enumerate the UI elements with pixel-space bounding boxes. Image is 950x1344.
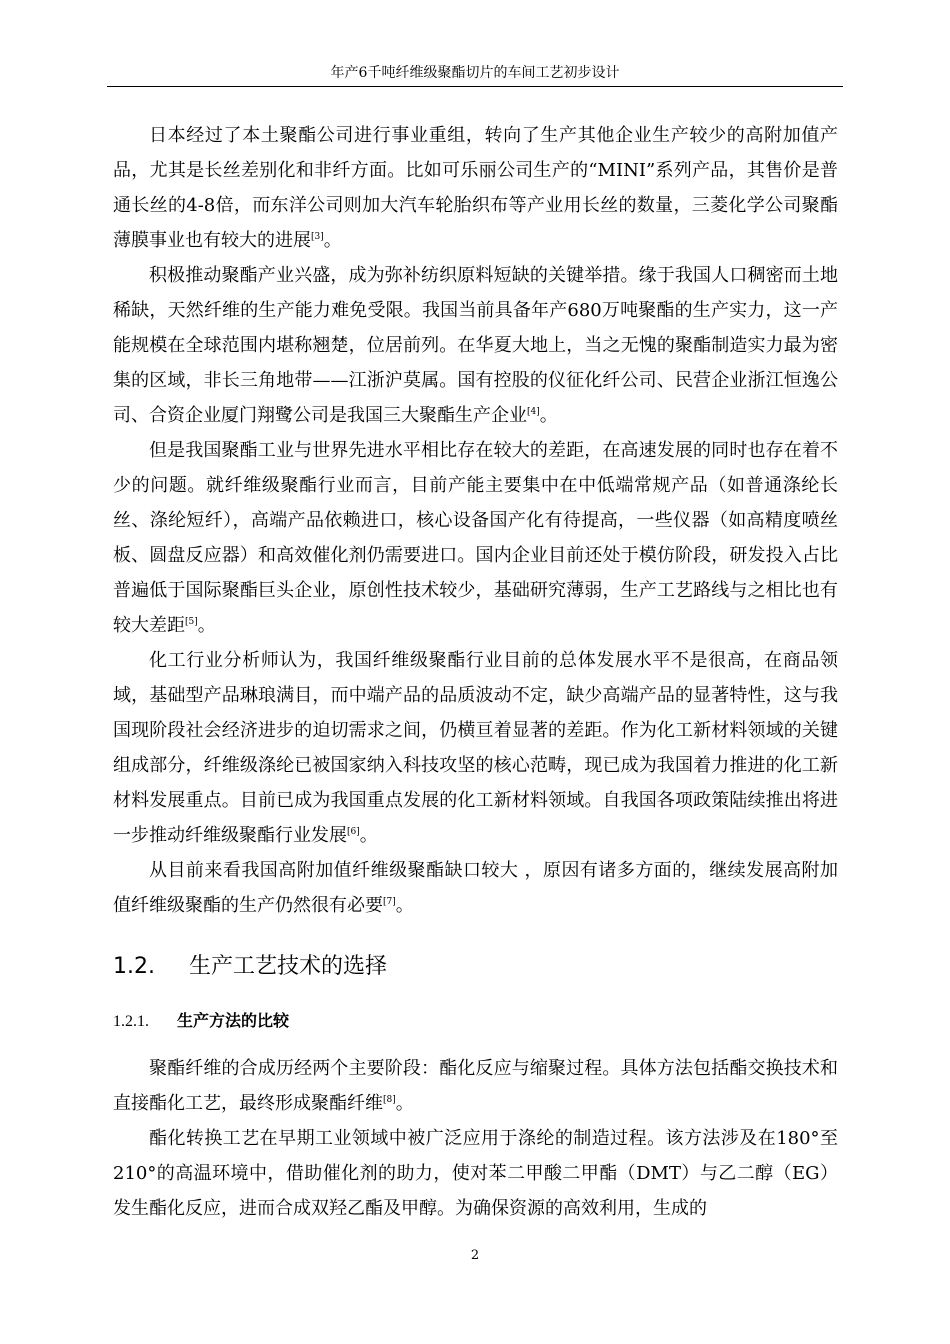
paragraph-text: 但是我国聚酯工业与世界先进水平相比存在较大的差距，在高速发展的同时也存在着不少的问题。就纤维级聚酯行业而言，目前产能主要集中在中低端常规产品（如普通涤纶长丝、涤纶短纤），高端产品依赖进口，核心设备国产化有待提高，一些仪器（如高精度喷丝板、圆盘反应器）和高效催化剂仍需要进口。国内企业目前还处于模仿阶段，研发投入占比普遍低于国际聚酯巨头企业，原创性技术较少，基础研究薄弱，生产工艺路线与之相比也有较大差距 [113,440,838,636]
paragraph [113,643,838,853]
citation-ref: [5] [185,617,198,627]
paragraph-text: 从目前来看我国高附加值纤维级聚酯缺口较大 ，原因有诸多方面的，继续发展高附加值纤维级聚酯的生产仍然很有必要 [113,860,838,916]
paragraph [113,1121,838,1226]
running-header: 年产6千吨纤维级聚酯切片的车间工艺初步设计 [330,65,620,81]
paragraph-text: 聚酯纤维的合成历经两个主要阶段：酯化反应与缩聚过程。具体方法包括酯交换技术和直接酯化工艺，最终形成聚酯纤维 [113,1058,838,1114]
section-number: 1.2. [113,954,155,979]
paragraph [113,853,838,923]
header-rule [107,86,843,87]
section-heading [113,948,838,986]
paragraph-end: 。 [395,1093,414,1114]
paragraph [113,433,838,643]
paragraph-text: 积极推动聚酯产业兴盛，成为弥补纺织原料短缺的关键举措。缘于我国人口稠密而土地稀缺，天然纤维的生产能力难免受限。我国当前具备年产680万吨聚酯的生产实力，这一产能规模在全球范围内堪称翘楚，位居前列。在华夏大地上，当之无愧的聚酯制造实力最为密集的区域，非长三角地带——江浙沪莫属。国有控股的仪征化纤公司、民营企业浙江恒逸公司、合资企业厦门翔鹭公司是我国三大聚酯生产企业 [113,265,838,426]
subsection-number: 1.2.1. [113,1013,149,1030]
paragraph-text: 化工行业分析师认为，我国纤维级聚酯行业目前的总体发展水平不是很高，在商品领域，基础型产品琳琅满目，而中端产品的品质波动不定，缺少高端产品的显著特性，这与我国现阶段社会经济进步的迫切需求之间，仍横亘着显著的差距。作为化工新材料领域的关键组成部分，纤维级涤纶已被国家纳入科技攻坚的核心范畴，现已成为我国着力推进的化工新材料发展重点。目前已成为我国重点发展的化工新材料领域。自我国各项政策陆续推出将进一步推动纤维级聚酯行业发展 [113,650,838,846]
citation-ref: [3] [311,232,324,242]
subsection-heading [113,1006,838,1037]
paragraph-end: 。 [395,895,414,916]
citation-ref: [8] [383,1095,396,1105]
page-number: 2 [470,1248,480,1263]
citation-ref: [4] [527,407,540,417]
section-title: 生产工艺技术的选择 [189,954,388,979]
paragraph [113,118,838,258]
subsection-title: 生产方法的比较 [177,1011,290,1030]
body-text [113,118,838,1226]
citation-ref: [6] [347,827,360,837]
paragraph [113,1051,838,1121]
paragraph-text: 酯化转换工艺在早期工业领域中被广泛应用于涤纶的制造过程。该方法涉及在180°至210°的高温环境中，借助催化剂的助力，使对苯二甲酸二甲酯（DMT）与乙二醇（EG）发生酯化反应，进而合成双羟乙酯及甲醇。为确保资源的高效利用，生成的 [113,1128,838,1219]
paragraph-end: 。 [197,615,216,636]
paragraph-end: 。 [323,230,342,251]
paragraph-text: 日本经过了本土聚酯公司进行事业重组，转向了生产其他企业生产较少的高附加值产品，尤其是长丝差别化和非纤方面。比如可乐丽公司生产的“MINI”系列产品，其售价是普通长丝的4-8倍，而东洋公司则加大汽车轮胎织布等产业用长丝的数量，三菱化学公司聚酯薄膜事业也有较大的进展 [113,125,838,251]
paragraph-end: 。 [539,405,558,426]
citation-ref: [7] [383,897,396,907]
paragraph-end: 。 [359,825,378,846]
paragraph [113,258,838,433]
